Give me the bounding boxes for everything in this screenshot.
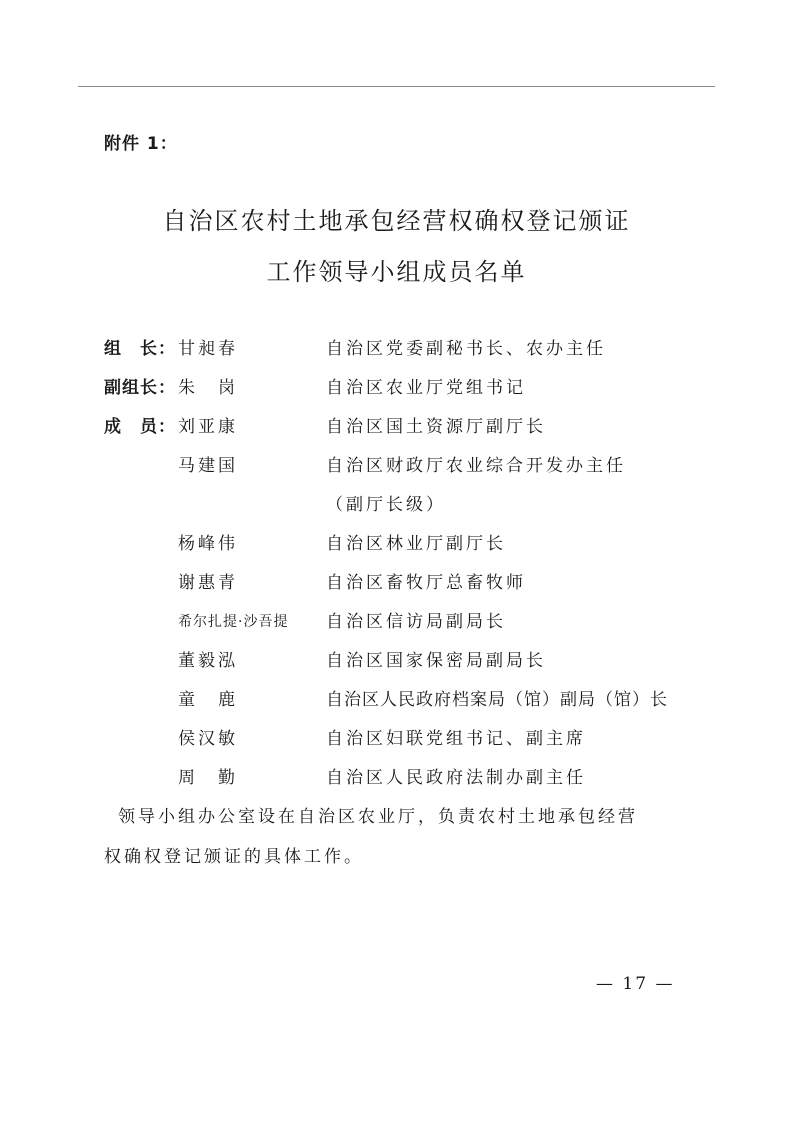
header-rule bbox=[78, 86, 715, 87]
member-name: 董毅泓 bbox=[178, 651, 238, 671]
member-name: 马建国 bbox=[178, 456, 238, 476]
member-name: 周 勤 bbox=[178, 768, 238, 788]
member-row bbox=[0, 373, 793, 403]
member-name: 侯汉敏 bbox=[178, 729, 238, 749]
member-name: 杨峰伟 bbox=[178, 534, 238, 554]
member-row bbox=[0, 763, 793, 793]
member-duty: 自治区人民政府档案局（馆）副局（馆）长 bbox=[326, 690, 668, 710]
member-name: 童 鹿 bbox=[178, 690, 238, 710]
member-name: 甘昶春 bbox=[178, 339, 238, 359]
member-duty: （副厅长级） bbox=[326, 495, 446, 515]
member-row bbox=[0, 490, 793, 520]
member-duty: 自治区妇联党组书记、副主席 bbox=[326, 729, 586, 749]
member-duty: 自治区国家保密局副局长 bbox=[326, 651, 546, 671]
member-row bbox=[0, 724, 793, 754]
member-role: 副组长： bbox=[104, 378, 176, 398]
office-paragraph-line-1: 领导小组办公室设在自治区农业厅，负责农村土地承包经营 bbox=[118, 807, 638, 827]
document-title-line-1: 自治区农村土地承包经营权确权登记颁证 bbox=[162, 207, 631, 235]
member-row bbox=[0, 607, 793, 637]
member-row bbox=[0, 568, 793, 598]
member-row bbox=[0, 412, 793, 442]
member-row bbox=[0, 451, 793, 481]
member-duty: 自治区人民政府法制办副主任 bbox=[326, 768, 586, 788]
member-duty: 自治区信访局副局长 bbox=[326, 612, 506, 632]
member-role: 组 长： bbox=[104, 339, 176, 359]
member-name: 朱 岗 bbox=[178, 378, 238, 398]
page-number: — 17 — bbox=[596, 974, 675, 994]
member-duty: 自治区国土资源厅副厅长 bbox=[326, 417, 546, 437]
member-row bbox=[0, 334, 793, 364]
member-duty: 自治区农业厅党组书记 bbox=[326, 378, 526, 398]
member-role: 成 员： bbox=[104, 417, 176, 437]
attachment-label: 附件 1： bbox=[104, 134, 178, 154]
member-row bbox=[0, 646, 793, 676]
member-duty: 自治区财政厅农业综合开发办主任 bbox=[326, 456, 626, 476]
member-name: 希尔扎提·沙吾提 bbox=[178, 614, 289, 630]
office-paragraph-line-2: 权确权登记颁证的具体工作。 bbox=[104, 847, 364, 867]
member-duty: 自治区党委副秘书长、农办主任 bbox=[326, 339, 606, 359]
member-duty: 自治区畜牧厅总畜牧师 bbox=[326, 573, 526, 593]
member-row bbox=[0, 529, 793, 559]
member-name: 谢惠青 bbox=[178, 573, 238, 593]
member-row bbox=[0, 685, 793, 715]
document-title-line-2: 工作领导小组成员名单 bbox=[266, 258, 527, 286]
member-duty: 自治区林业厅副厅长 bbox=[326, 534, 506, 554]
member-name: 刘亚康 bbox=[178, 417, 238, 437]
